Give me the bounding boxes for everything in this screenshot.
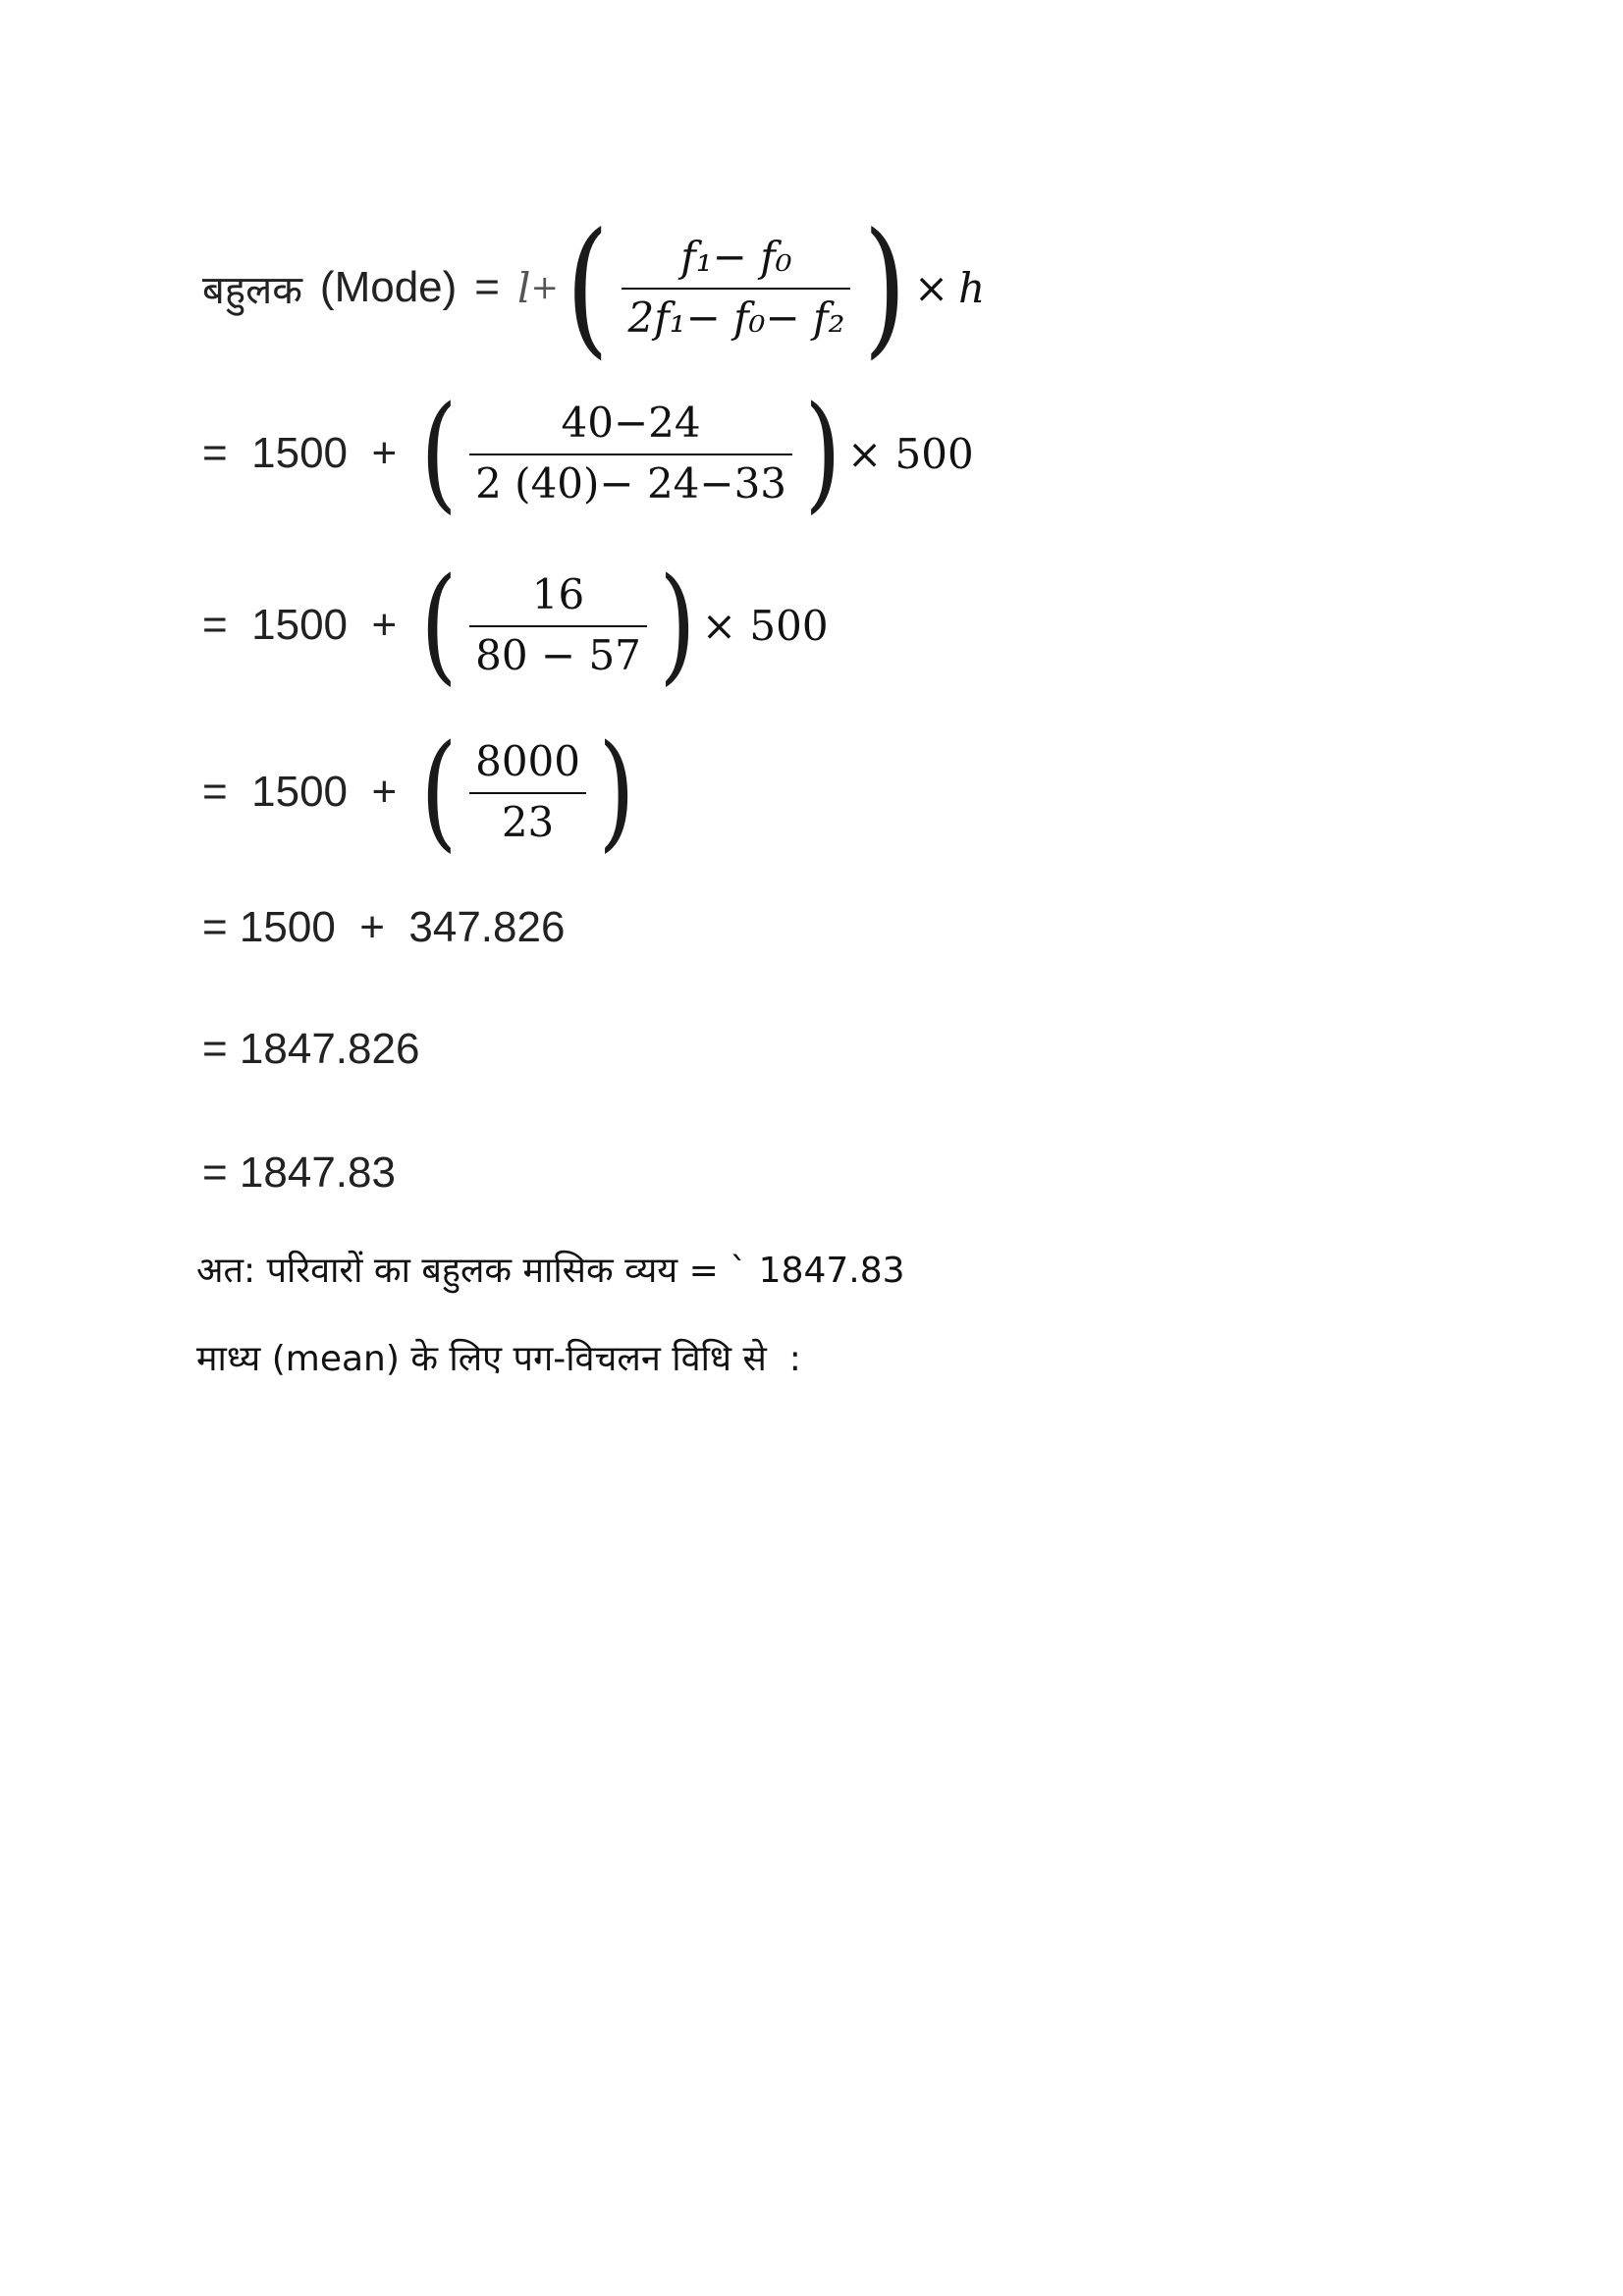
step-1 (202, 380, 974, 526)
step-tail: × 500 (701, 601, 829, 650)
left-paren: ( (420, 719, 458, 865)
step-fraction (469, 569, 647, 679)
right-paren: ) (598, 719, 635, 865)
left-paren: ( (420, 380, 458, 526)
step-5: = 1847.826 (202, 1025, 420, 1073)
step-fraction (469, 400, 792, 507)
step-lhs: = 1500 + (202, 768, 398, 816)
mode-label-hindi: बहुलक (202, 267, 302, 313)
fraction-denominator: 2 (40)− 24−33 (475, 459, 787, 507)
fraction-bar (622, 288, 850, 290)
step-tail: × 500 (846, 429, 974, 478)
step-lhs: = 1500 + (202, 601, 398, 649)
step-lhs: = 1500 + (202, 429, 398, 477)
step-fraction (469, 736, 586, 846)
conclusion-text: अत: परिवारों का बहुलक मासिक व्यय = ` 1847.83 (196, 1251, 905, 1291)
fraction-denominator: 80 − 57 (475, 631, 641, 679)
fraction-bar (469, 625, 647, 627)
fraction-denominator: 2f₁− f₀− f₂ (627, 294, 845, 342)
left-paren: ( (566, 202, 610, 373)
right-paren: ) (863, 202, 907, 373)
mode-label-english: (Mode) (319, 263, 458, 311)
step-6: = 1847.83 (202, 1148, 396, 1197)
right-paren: ) (659, 552, 696, 698)
fraction-bar (469, 454, 792, 455)
step-2 (202, 552, 829, 698)
plus-sign: + (530, 268, 559, 307)
fraction-numerator: 8000 (475, 736, 580, 785)
class-width-symbol: h (958, 263, 986, 312)
fraction-denominator: 23 (501, 798, 555, 846)
right-paren: ) (804, 380, 841, 526)
fraction-numerator: f₁− f₀ (680, 232, 792, 281)
step-4: = 1500 + 347.826 (202, 903, 566, 951)
fraction-numerator: 40−24 (561, 398, 701, 447)
mode-fraction (622, 232, 850, 342)
next-section-text: माध्य (mean) के लिए पग-विचलन विधि से : (196, 1339, 801, 1379)
lower-limit-symbol: l (517, 263, 531, 312)
left-paren: ( (420, 552, 458, 698)
times-sign: × (913, 263, 949, 312)
mode-formula (202, 202, 986, 373)
fraction-numerator: 16 (531, 569, 585, 618)
equals-sign: = (474, 263, 500, 311)
fraction-bar (469, 792, 586, 794)
step-3 (202, 719, 641, 865)
